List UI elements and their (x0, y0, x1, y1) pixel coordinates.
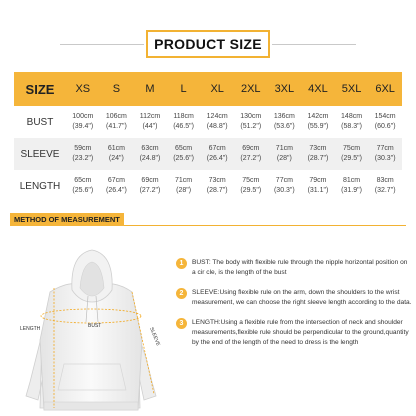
size-header-cell: 4XL (308, 83, 328, 95)
row-label: LENGTH (19, 180, 61, 192)
title-divider-left (60, 44, 144, 45)
page-title: PRODUCT SIZE (154, 36, 262, 52)
table-cell: 112cm (44") (139, 113, 161, 130)
note-sleeve (176, 288, 412, 307)
table-cell: 75cm (29.5") (240, 177, 262, 194)
table-cell: 73cm (28.7") (307, 145, 329, 162)
title-box (146, 30, 270, 58)
sleeve-label: SLEEVE (148, 326, 162, 347)
hoodie-measurement-diagram (0, 232, 190, 416)
measurement-notes (176, 258, 412, 358)
row-label: SLEEVE (20, 148, 60, 160)
size-header-label: SIZE (25, 81, 55, 97)
size-header-cell: XS (75, 83, 91, 95)
size-header-cell: 5XL (341, 83, 362, 95)
table-cell: 61cm (24") (107, 145, 125, 162)
table-row-sleeve (14, 138, 402, 170)
table-cell: 73cm (28.7") (206, 177, 228, 194)
table-cell: 81cm (31.9") (341, 177, 362, 194)
table-cell: 65cm (25.6") (173, 145, 194, 162)
note-bust (176, 258, 412, 277)
note-length (176, 318, 412, 347)
size-header-cell: 6XL (375, 83, 395, 95)
table-cell: 77cm (30.3") (374, 145, 396, 162)
length-label: LENGTH (20, 326, 41, 332)
title-divider-right (272, 44, 356, 45)
table-cell: 79cm (31.1") (307, 177, 329, 194)
table-cell: 136cm (53.6") (273, 113, 295, 130)
table-row-bust (14, 106, 402, 138)
table-cell: 130cm (51.2") (240, 113, 262, 130)
table-cell: 83cm (32.7") (374, 177, 396, 194)
size-header-cell: L (180, 83, 187, 95)
size-header-cell: M (145, 83, 155, 95)
size-header-cell: 2XL (240, 83, 261, 95)
note-number-badge: 1 (176, 258, 187, 269)
size-header-cell: 3XL (274, 83, 295, 95)
table-cell: 65cm (25.6") (72, 177, 94, 194)
table-cell: 148cm (58.3") (341, 113, 363, 130)
table-cell: 67cm (26.4") (206, 145, 228, 162)
row-label: BUST (26, 116, 54, 128)
table-cell: 71cm (28") (275, 145, 293, 162)
size-header-cell: XL (210, 83, 224, 95)
note-text: LENGTH:Using a flexible rule from the intersection of neck and shoulder measurements,flexible rule should be perpendicular to the ground,quantity by the end of the length of the need to dress is the length (192, 319, 409, 346)
hoodie-body (26, 250, 156, 410)
size-table (14, 72, 402, 202)
table-cell: 154cm (60.6") (374, 113, 396, 130)
table-cell: 59cm (23.2") (72, 145, 94, 162)
table-cell: 75cm (29.5") (341, 145, 362, 162)
table-cell: 142cm (55.9") (307, 113, 329, 130)
bust-label: BUST (88, 323, 102, 329)
size-header-cell: S (112, 83, 121, 95)
table-cell: 118cm (46.5") (173, 113, 194, 130)
note-text: BUST: The body with flexible rule through the nipple horizontal position on a cir cle, is the length of the bust (192, 259, 408, 276)
table-cell: 63cm (24.8") (139, 145, 161, 162)
table-row-length (14, 170, 402, 202)
note-number-badge: 2 (176, 288, 187, 299)
table-cell: 67cm (26.4") (106, 177, 127, 194)
note-text: SLEEVE:Using flexible rule on the arm, down the shoulders to the wrist measurement, we can choose the right sleeve length according to the data. (192, 289, 412, 306)
size-header-row (14, 72, 402, 106)
table-cell: 106cm (41.7") (105, 113, 127, 130)
title-banner (0, 30, 416, 60)
table-cell: 124cm (48.8") (206, 113, 228, 130)
table-cell: 77cm (30.3") (273, 177, 295, 194)
table-cell: 69cm (27.2") (240, 145, 262, 162)
table-cell: 69cm (27.2") (139, 177, 161, 194)
table-cell: 71cm (28") (175, 177, 193, 194)
method-heading: METHOD OF MEASUREMENT (10, 213, 124, 226)
note-number-badge: 3 (176, 318, 187, 329)
method-section-header (10, 213, 406, 227)
table-cell: 100cm (39.4") (72, 113, 94, 130)
